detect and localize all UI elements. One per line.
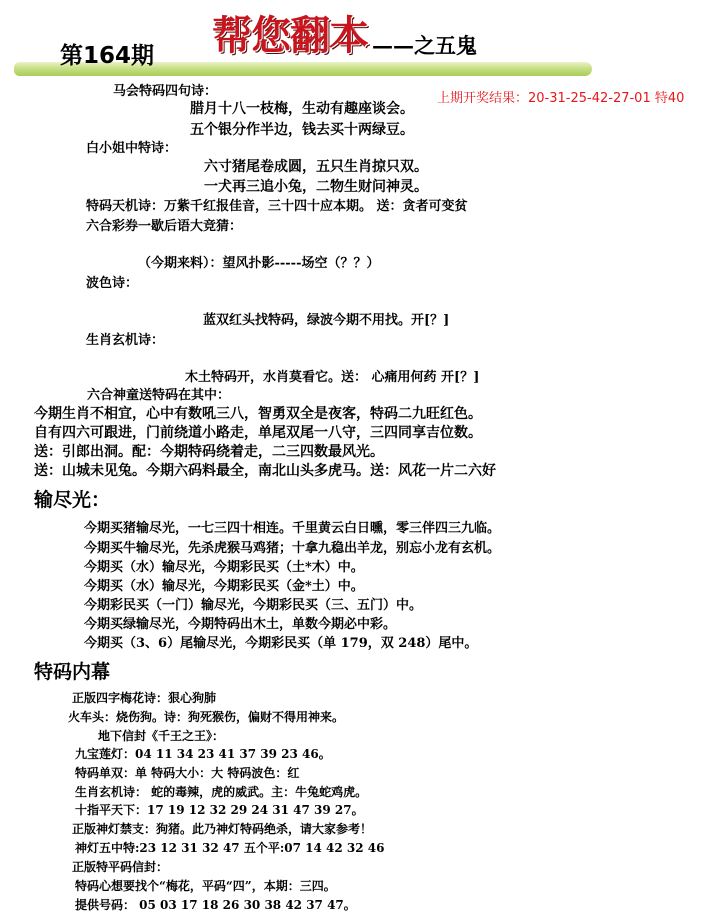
inside-line: 特码单双：单 特码大小：大 特码波色：红	[75, 766, 300, 780]
wave-poem-title: 波色诗：	[86, 276, 139, 291]
lose-all-line: 今期买牛输尽光，先杀虎猴马鸡猪；十拿九稳出羊龙，别忘小龙有玄机。	[84, 541, 501, 556]
lose-all-heading: 输尽光：	[34, 489, 111, 511]
inside-line: 正版特平码信封：	[72, 860, 169, 874]
tongzi-title: 六合神童送特码在其中：	[87, 388, 231, 403]
issue-number: 第164期	[60, 43, 155, 69]
inside-info-heading: 特码内幕	[34, 661, 111, 683]
last-result-label: 上期开奖结果：	[437, 91, 529, 106]
last-result-special: 特40	[654, 91, 685, 106]
inside-line: 地下信封《千王之王》：	[98, 729, 225, 743]
inside-line: 神灯五中特:23 12 31 32 47 五个平:07 14 42 32 46	[75, 841, 385, 855]
lose-all-line: 今期彩民买（一门）输尽光，今期彩民买（三、五门）中。	[84, 598, 423, 613]
lose-all-line: 今期买绿输尽光，今期特码出木土，单数今期必中彩。	[84, 617, 397, 632]
tongzi-line: 送：引郎出洞。配：今期特码绕着走，二三四数最风光。	[34, 444, 384, 460]
inside-line: 正版神灯禁支：狗猪。此乃神灯特码绝杀，请大家参考！	[72, 822, 373, 836]
horse-poem-title: 马会特码四句诗：	[113, 84, 218, 99]
inside-line: 火车头：烧伤狗。诗：狗死猴伤，偏财不得用神来。	[68, 710, 345, 724]
brand-logo: 帮您翻本	[212, 12, 368, 59]
brand-subtitle: ——之五鬼	[372, 33, 477, 58]
miss-poem-line: 六寸猪尾卷成圆，五只生肖掠只双。	[204, 159, 428, 175]
lose-all-line: 今期买（水）输尽光，今期彩民买（土*木）中。	[84, 560, 364, 575]
xiehouyu-line: （今期来料）：望风扑影-----场空（？？）	[138, 256, 380, 271]
last-result	[437, 87, 684, 106]
tongzi-line: 送：山城未见兔。今期六码料最全，南北山头多虎马。送：风花一片二六好	[34, 463, 496, 479]
tongzi-line: 今期生肖不相宜，心中有数吼三八，智勇双全是夜客，特码二九旺红色。	[34, 406, 482, 422]
horse-poem-line: 腊月十八一枝梅，生动有趣座谈会。	[190, 101, 414, 117]
miss-poem-title: 白小姐中特诗：	[86, 141, 178, 156]
xiehouyu-title: 六合彩券一歇后语大竞猜：	[86, 219, 243, 234]
last-result-numbers: 20-31-25-42-27-01	[528, 91, 651, 106]
tianji-poem: 特码天机诗：万紫千红报佳音，三十四十应本期。 送：贪者可变贫	[86, 199, 468, 214]
horse-poem-line: 五个银分作半边，钱去买十两绿豆。	[190, 122, 414, 138]
miss-poem-line: 一犬再三追小兔，二物生财问神灵。	[204, 179, 428, 195]
lose-all-line: 今期买（水）输尽光，今期彩民买（金*土）中。	[84, 579, 364, 594]
inside-line: 十指平天下：17 19 12 32 29 24 31 47 39 27。	[75, 803, 364, 817]
inside-line: 提供号码： 05 03 17 18 26 30 38 42 37 47。	[75, 898, 356, 912]
lose-all-line: 今期买猪输尽光，一七三四十相连。千里黄云白日曛，零三伴四三九临。	[84, 521, 501, 536]
zodiac-poem-title: 生肖玄机诗：	[86, 333, 165, 348]
inside-line: 正版四字梅花诗：狠心狗肺	[72, 691, 217, 705]
lose-all-line: 今期买（3、6）尾输尽光，今期彩民买（单 179，双 248）尾中。	[84, 636, 478, 651]
tongzi-line: 自有四六可跟进，门前绕道小路走，单尾双尾一八守，三四同享吉位数。	[34, 425, 482, 441]
inside-line: 生肖玄机诗： 蛇的毒辣，虎的威武。主：牛兔蛇鸡虎。	[75, 785, 368, 799]
wave-poem-line: 蓝双红头找特码，绿波今期不用找。开[？]	[203, 313, 450, 328]
inside-line: 九宝莲灯：04 11 34 23 41 37 39 23 46。	[75, 747, 331, 761]
zodiac-poem-line: 木土特码开，水肖莫看它。送： 心痛用何药 开[？]	[185, 370, 480, 385]
inside-line: 特码心想要找个“梅花，平码“四”，本期：三四。	[75, 879, 336, 893]
